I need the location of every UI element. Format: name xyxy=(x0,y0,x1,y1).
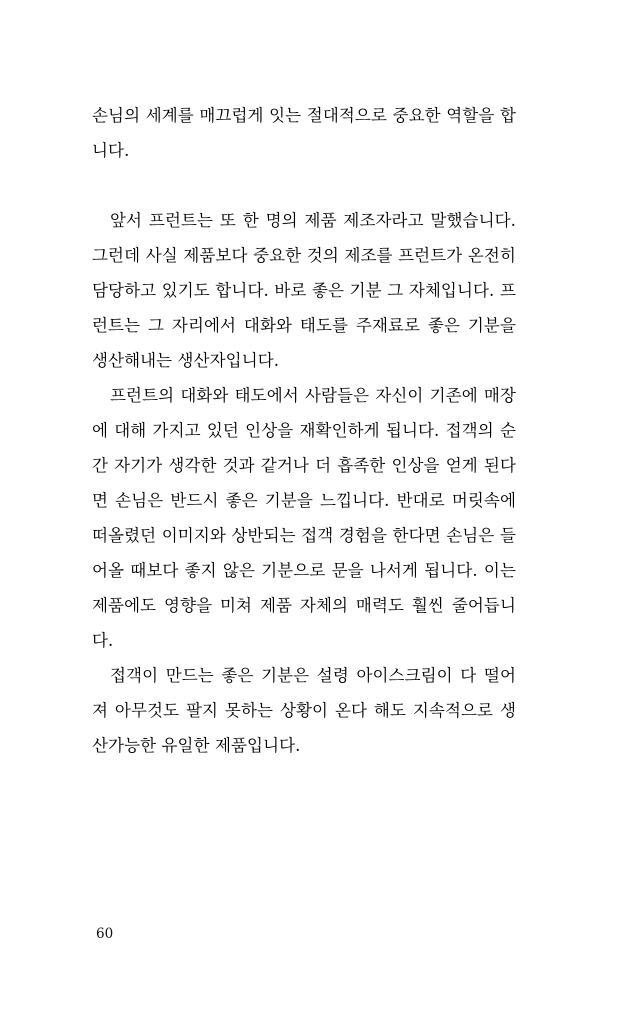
paragraph-spacer xyxy=(92,168,516,203)
page-body-text xyxy=(92,98,516,763)
paragraph: 접객이 만드는 좋은 기분은 설령 아이스크림이 다 떨어져 아무것도 팔지 못하는 상황이 온다 해도 지속적으로 생산가능한 유일한 제품입니다. xyxy=(92,666,516,755)
paragraph: 앞서 프런트는 또 한 명의 제품 제조자라고 말했습니다. 그런데 사실 제품보다 중요한 것의 제조를 프런트가 온전히 담당하고 있기도 합니다. 바로 좋은 기분 그 자체입니다. 프런트는 그 자리에서 대화와 태도를 주재료로 좋은 기분을 생산해내는 생산자입니다. xyxy=(92,211,516,370)
paragraph: 프런트의 대화와 태도에서 사람들은 자신이 기존에 매장에 대해 가지고 있던 인상을 재확인하게 됩니다. 접객의 순간 자기가 생각한 것과 같거나 더 흡족한 인상을 얻게 된다면 손님은 반드시 좋은 기분을 느낍니다. 반대로 머릿속에 떠올렸던 이미지와 상반되는 접객 경험을 한다면 손님은 들어올 때보다 좋지 않은 기분으로 문을 나서게 됩니다. 이는 제품에도 영향을 미쳐 제품 자체의 매력도 훨씬 줄어듭니다. xyxy=(92,386,516,650)
paragraph: 손님의 세계를 매끄럽게 잇는 절대적으로 중요한 역할을 합니다. xyxy=(92,106,516,160)
page-number: 60 xyxy=(96,926,114,942)
